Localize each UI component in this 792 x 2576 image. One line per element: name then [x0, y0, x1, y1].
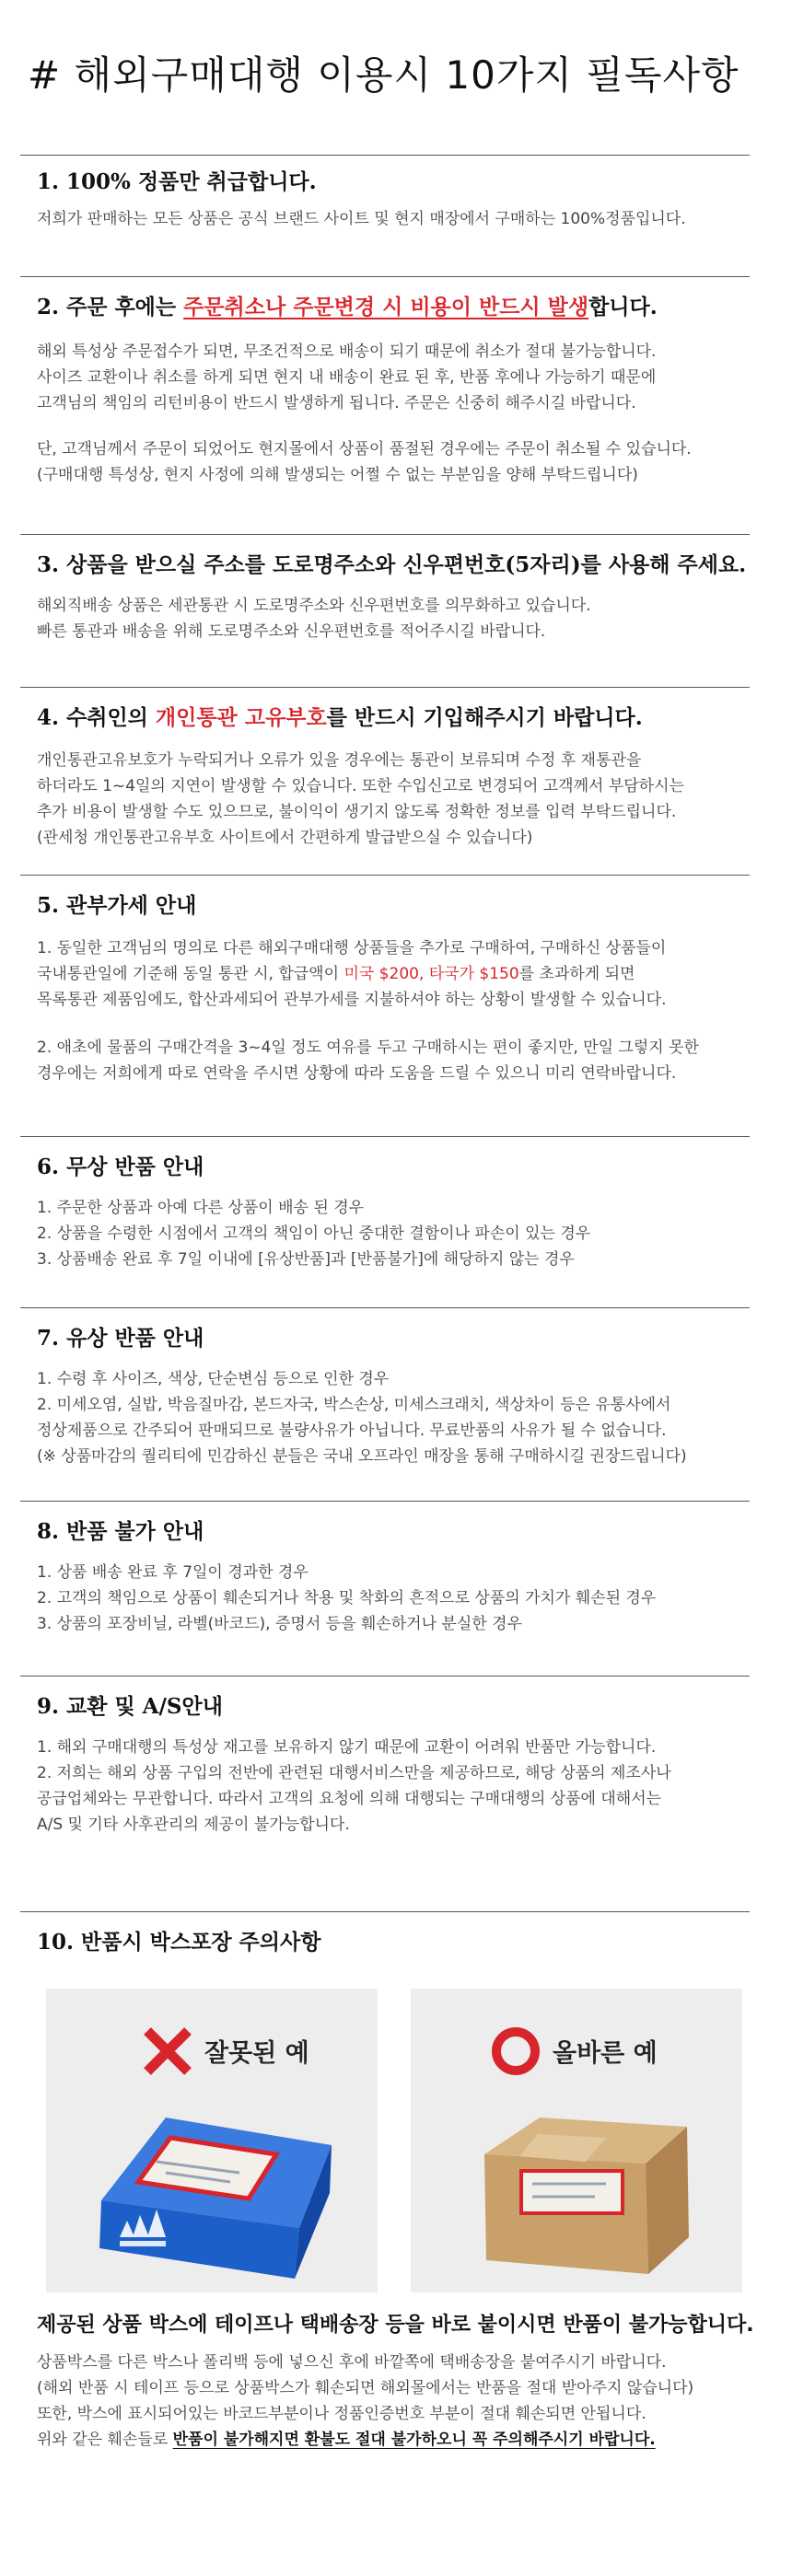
- section-divider: [20, 1501, 750, 1502]
- body-line: A/S 및 기타 사후관리의 제공이 불가능합니다.: [37, 1816, 350, 1834]
- body-line: 빠른 통관과 배송을 위해 도로명주소와 신우편번호를 적어주시길 바랍니다.: [37, 622, 546, 641]
- title-highlight: 개인통관 고유부호: [155, 705, 327, 730]
- shoe-box-taped-illustration: [83, 2090, 350, 2283]
- section-4-title: [37, 703, 755, 733]
- section-divider: [20, 1676, 750, 1677]
- body-line: 공급업체와는 무관합니다. 따라서 고객의 요청에 의해 대행되는 구매대행의 상품에 대해서는: [37, 1790, 662, 1808]
- circle-o-icon: [490, 2025, 542, 2077]
- text-part: 위와 같은 훼손들로: [37, 2431, 173, 2449]
- body-line: 3. 상품배송 완료 후 7일 이내에 [유상반품]과 [반품불가]에 해당하지 않는 경우: [37, 1250, 575, 1269]
- text-part: 국내통관일에 기준해 동일 통관 시, 합급액이: [37, 965, 344, 983]
- amount-highlight: 미국 $200, 타국가 $150: [344, 965, 519, 983]
- cardboard-box-illustration: [448, 2090, 715, 2283]
- body-line: 사이즈 교환이나 취소를 하게 되면 현지 내 배송이 완료 된 후, 반품 후에나 가능하기 때문에: [37, 368, 657, 387]
- section-9-title: 9. 교환 및 A/S안내: [37, 1694, 223, 1719]
- section-2-note: [37, 436, 764, 488]
- body-line: 해외직배송 상품은 세관통관 시 도로명주소와 신우편번호를 의무화하고 있습니다.: [37, 597, 591, 615]
- x-mark-icon: [142, 2025, 193, 2077]
- body-line: 3. 상품의 포장비닐, 라벨(바코드), 증명서 등을 훼손하거나 분실한 경우: [37, 1615, 522, 1633]
- section-10-body: [37, 2350, 764, 2453]
- section-divider: [20, 875, 750, 876]
- section-5-note: [37, 1035, 764, 1086]
- section-2-title: [37, 293, 755, 322]
- section-divider: [20, 534, 750, 535]
- title-part: 를 반드시 기입해주시기 바랍니다.: [326, 705, 643, 730]
- body-line: 2. 저희는 해외 상품 구입의 전반에 관련된 대행서비스만을 제공하므로, 해당 상품의 제조사나: [37, 1764, 671, 1782]
- body-line: 2. 미세오염, 실밥, 박음질마감, 본드자국, 박스손상, 미세스크래치, 색상차이 등은 유통사에서: [37, 1396, 671, 1414]
- section-7-body: [37, 1366, 764, 1469]
- section-1-title: 1. 100% 정품만 취급합니다.: [37, 169, 317, 194]
- section-5-title: 5. 관부가세 안내: [37, 893, 197, 918]
- section-8-body: [37, 1560, 764, 1637]
- body-line-emphasis: [37, 2427, 764, 2453]
- body-line: 1. 상품 배송 완료 후 7일이 경과한 경우: [37, 1563, 309, 1582]
- section-7-title: 7. 유상 반품 안내: [37, 1326, 204, 1351]
- body-line: 추가 비용이 발생할 수도 있으므로, 불이익이 생기지 않도록 정확한 정보를 입력 부탁드립니다.: [37, 803, 677, 821]
- body-line: 1. 주문한 상품과 아예 다른 상품이 배송 된 경우: [37, 1199, 365, 1217]
- section-4-body: [37, 748, 764, 851]
- title-part: 2. 주문 후에는: [37, 295, 184, 319]
- section-divider: [20, 276, 750, 277]
- section-2-body: [37, 339, 764, 416]
- box-warning-title: 제공된 상품 박스에 테이프나 택배송장 등을 바로 붙이시면 반품이 불가능합니다.: [37, 2314, 754, 2337]
- section-6-body: [37, 1195, 764, 1272]
- section-divider: [20, 1911, 750, 1912]
- section-3-title: 3. 상품을 받으실 주소를 도로명주소와 신우편번호(5자리)를 사용해 주세요.: [37, 552, 747, 577]
- right-example-label: 올바른 예: [553, 2039, 658, 2068]
- body-line: (관세청 개인통관고유부호 사이트에서 간편하게 발급받으실 수 있습니다): [37, 829, 533, 847]
- section-divider: [20, 687, 750, 688]
- wrong-example-label: 잘못된 예: [204, 2039, 309, 2068]
- page-title: # 해외구매대행 이용시 10가지 필독사항: [28, 52, 740, 98]
- body-line: 해외 특성상 주문접수가 되면, 무조건적으로 배송이 되기 때문에 취소가 절대 불가능합니다.: [37, 342, 657, 361]
- body-line: 고객님의 책임의 리턴비용이 반드시 발생하게 됩니다. 주문은 신중히 해주시길 바랍니다.: [37, 394, 636, 412]
- body-line: 정상제품으로 간주되어 판매되므로 불량사유가 아닙니다. 무료반품의 사유가 될 수 없습니다.: [37, 1421, 667, 1440]
- body-line: 1. 동일한 고객님의 명의로 다른 해외구매대행 상품들을 추가로 구매하여, 구매하신 상품들이: [37, 939, 667, 957]
- body-line: 2. 고객의 책임으로 상품이 훼손되거나 착용 및 착화의 흔적으로 상품의 가치가 훼손된 경우: [37, 1589, 657, 1607]
- refund-warning-highlight: 반품이 불가해지면 환불도 절대 불가하오니 꼭 주의해주시기 바랍니다.: [172, 2431, 656, 2449]
- body-line: 1. 수령 후 사이즈, 색상, 단순변심 등으로 인한 경우: [37, 1370, 390, 1388]
- body-line: 또한, 박스에 표시되어있는 바코드부분이나 정품인증번호 부분이 절대 훼손되면 안됩니다.: [37, 2405, 646, 2423]
- title-part: 합니다.: [588, 295, 658, 319]
- section-divider: [20, 1136, 750, 1137]
- body-line: 저희가 판매하는 모든 상품은 공식 브랜드 사이트 및 현지 매장에서 구매하는 100%정품입니다.: [37, 210, 686, 228]
- right-example-panel: [411, 1989, 742, 2292]
- section-5-body: [37, 935, 764, 1013]
- section-8-title: 8. 반품 불가 안내: [37, 1519, 204, 1544]
- body-line: 2. 상품을 수령한 시점에서 고객의 책임이 아닌 중대한 결함이나 파손이 있는 경우: [37, 1224, 591, 1243]
- body-line: [37, 961, 764, 987]
- body-line: 목록통관 제품임에도, 합산과세되어 관부가세를 지불하셔야 하는 상황이 발생할 수 있습니다.: [37, 991, 667, 1009]
- body-line: 하더라도 1~4일의 지연이 발생할 수 있습니다. 또한 수입신고로 변경되어 고객께서 부담하시는: [37, 777, 684, 795]
- body-line: (※ 상품마감의 퀄리티에 민감하신 분들은 국내 오프라인 매장을 통해 구매하시길 권장드립니다): [37, 1447, 687, 1466]
- section-divider: [20, 1307, 750, 1308]
- title-highlight: 주문취소나 주문변경 시 비용이 반드시 발생: [183, 295, 589, 319]
- body-line: 경우에는 저희에게 따로 연락을 주시면 상황에 따라 도움을 드릴 수 있으니 미리 연락바랍니다.: [37, 1064, 677, 1083]
- section-6-title: 6. 무상 반품 안내: [37, 1155, 204, 1179]
- section-divider: [20, 155, 750, 156]
- body-line: 개인통관고유보호가 누락되거나 오류가 있을 경우에는 통관이 보류되며 수정 후 재통관을: [37, 751, 642, 770]
- section-10-title: 10. 반품시 박스포장 주의사항: [37, 1930, 321, 1955]
- text-part: 를 초과하게 되면: [518, 965, 635, 983]
- title-part: 4. 수취인의: [37, 705, 156, 730]
- wrong-example-panel: [46, 1989, 378, 2292]
- body-line: 1. 해외 구매대행의 특성상 재고를 보유하지 않기 때문에 교환이 어려워 반품만 가능합니다.: [37, 1738, 657, 1757]
- section-1-body: [37, 206, 764, 232]
- body-line: (구매대행 특성상, 현지 사정에 의해 발생되는 어쩔 수 없는 부분임을 양해 부탁드립니다): [37, 466, 638, 484]
- body-line: (해외 반품 시 테이프 등으로 상품박스가 훼손되면 해외몰에서는 반품을 절대 받아주지 않습니다): [37, 2379, 694, 2397]
- section-3-body: [37, 593, 764, 644]
- section-9-body: [37, 1735, 764, 1838]
- body-line: 단, 고객님께서 주문이 되었어도 현지몰에서 상품이 품절된 경우에는 주문이 취소될 수 있습니다.: [37, 440, 692, 458]
- body-line: 2. 애초에 물품의 구매간격을 3~4일 정도 여유를 두고 구매하시는 편이 좋지만, 만일 그렇지 못한: [37, 1039, 699, 1057]
- body-line: 상품박스를 다른 박스나 폴리백 등에 넣으신 후에 바깥쪽에 택배송장을 붙여주시기 바랍니다.: [37, 2353, 667, 2372]
